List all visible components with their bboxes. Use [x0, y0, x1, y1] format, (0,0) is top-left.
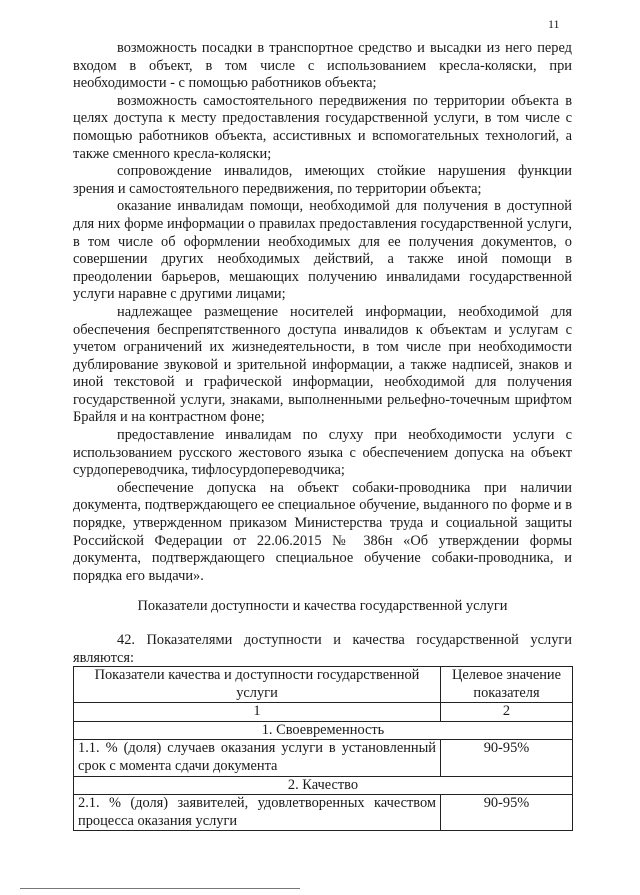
body-text: [73, 40, 572, 585]
page-number: 11: [548, 17, 560, 31]
paragraph: возможность самостоятельного передвижения по территории объекта в целях доступа к месту предоставления государственной услуги, в том числе с помощью работников объекта, ассистивных и вспомогательных технологий, а также сменного кресла-коляски;: [73, 92, 572, 162]
paragraph: обеспечение допуска на объект собаки-проводника при наличии документа, подтверждающего ее специальное обучение, выданного по форме и в порядке, утвержденном приказом Министерства труда и социальной защиты Российской Федерации от 22.06.2015 № 386н «Об утверждении формы документа, подтверждающего специальное обучение собаки-проводника, и порядка его выдачи».: [73, 479, 572, 584]
indicator-value: 90-95%: [441, 795, 573, 831]
table-row: [74, 740, 573, 776]
header-target-value: Целевое значение показателя: [441, 667, 573, 703]
indicators-table: [73, 666, 573, 831]
section-title: 2. Качество: [74, 776, 573, 795]
header-indicator: Показатели качества и доступности государственной услуги: [74, 667, 441, 703]
column-number: 2: [441, 703, 573, 722]
section-title: 1. Своевременность: [74, 721, 573, 740]
indicator-text: 1.1. % (доля) случаев оказания услуги в установленный срок с момента сдачи документа: [74, 740, 441, 776]
table-row: [74, 795, 573, 831]
table-header-row: [74, 667, 573, 703]
footer-divider: [20, 888, 300, 889]
intro-paragraph: 42. Показателями доступности и качества государственной услуги являются:: [73, 632, 572, 666]
paragraph: надлежащее размещение носителей информации, необходимой для обеспечения беспрепятственного доступа инвалидов к объектам и услугам с учетом ограничений их жизнедеятельности, в том числе при необходимости дублирование звуковой и зрительной информации, а также надписей, знаков и иной текстовой и графической информации, необходимой для получения государственной услуги, знаками, выполненными рельефно-точечным шрифтом Брайля и на контрастном фоне;: [73, 303, 572, 426]
paragraph: сопровождение инвалидов, имеющих стойкие нарушения функции зрения и самостоятельного передвижения, по территории объекта;: [73, 163, 572, 197]
indicator-text: 2.1. % (доля) заявителей, удовлетворенных качеством процесса оказания услуги: [74, 795, 441, 831]
table-section-row: [74, 721, 573, 740]
paragraph: оказание инвалидам помощи, необходимой для получения в доступной для них форме информации о правилах предоставления государственной услуги, в том числе об оформлении необходимых для ее получения документов, о совершении других необходимых действий, а также иной помощи в преодолении барьеров, мешающих получению инвалидами государственной услуги наравне с другими лицами;: [73, 198, 572, 303]
indicator-value: 90-95%: [441, 740, 573, 776]
column-number: 1: [74, 703, 441, 722]
table-section-row: [74, 776, 573, 795]
section-heading: Показатели доступности и качества государственной услуги: [137, 598, 508, 614]
paragraph: возможность посадки в транспортное средство и высадки из него перед входом в объект, в том числе с использованием кресла-коляски, при необходимости - с помощью работников объекта;: [73, 40, 572, 92]
table-number-row: [74, 703, 573, 722]
paragraph: предоставление инвалидам по слуху при необходимости услуги с использованием русского жестового языка с обеспечением допуска на объект сурдопереводчика, тифлосурдопереводчика;: [73, 427, 572, 479]
